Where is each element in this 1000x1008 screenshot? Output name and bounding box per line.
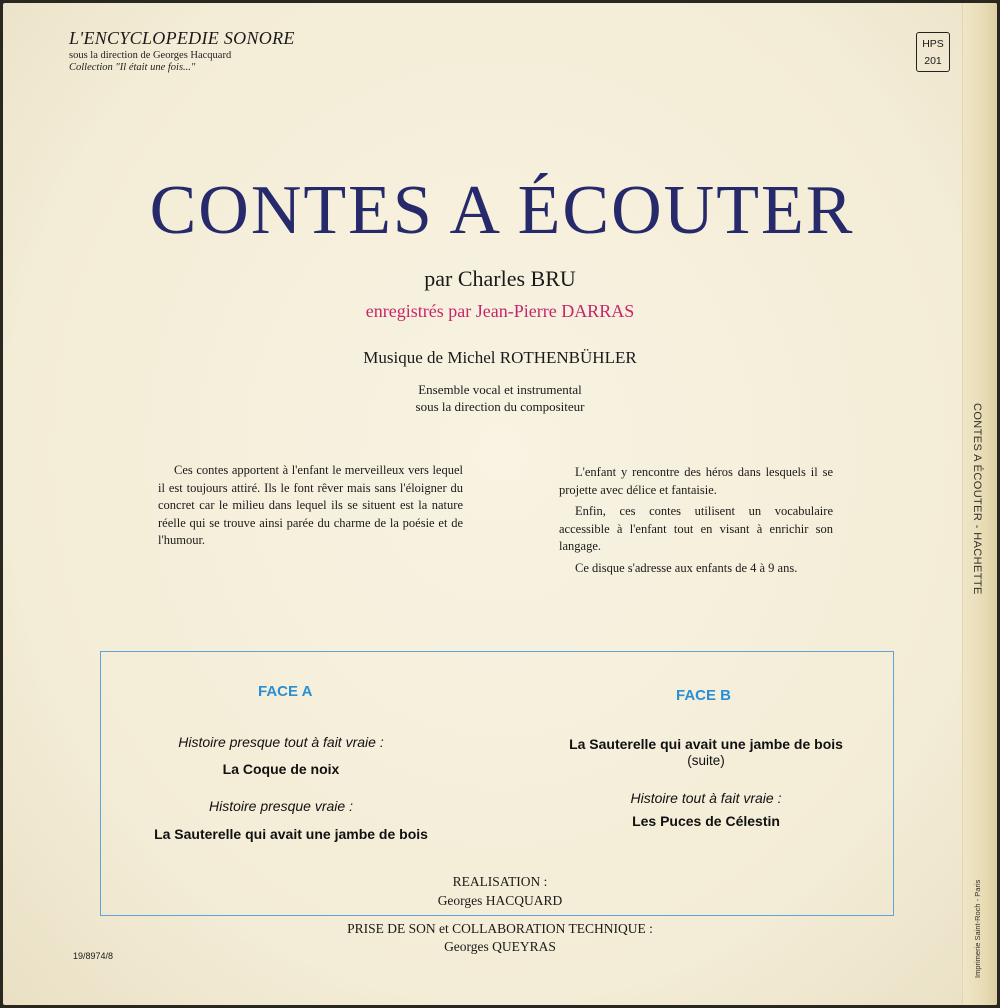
sound-credit-name: Georges QUEYRAS <box>444 939 556 954</box>
music-credit: Musique de Michel ROTHENBÜHLER <box>363 348 637 367</box>
realisation-name: Georges HACQUARD <box>437 893 563 908</box>
series-header <box>69 28 295 73</box>
face-b-track2-title: Les Puces de Célestin <box>632 813 780 829</box>
ensemble-line2: sous la direction du compositeur <box>415 399 585 414</box>
printer-credit: Imprimerie Saint-Roch - Paris <box>973 879 982 978</box>
author-line: par Charles BRU <box>424 266 576 291</box>
album-title: CONTES A ÉCOUTER <box>149 172 855 249</box>
face-a-track1-title: La Coque de noix <box>222 761 340 777</box>
series-collection: Collection "Il était une fois..." <box>69 62 196 73</box>
face-b-track1-title: La Sauterelle qui avait une jambe de bois <box>569 736 843 752</box>
record-sleeve-back <box>3 3 997 1005</box>
catalog-code-line2: 201 <box>924 55 942 67</box>
face-a-track1-intro: Histoire presque tout à fait vraie : <box>178 734 384 750</box>
face-a-track2-intro: Histoire presque vraie : <box>209 798 353 814</box>
ensemble-credit <box>3 381 997 415</box>
description-right-column <box>559 464 833 581</box>
face-b-track1-note: (suite) <box>687 753 725 768</box>
ensemble-line1: Ensemble vocal et instrumental <box>418 382 582 397</box>
spine-title: CONTES A ÉCOUTER - HACHETTE <box>971 403 983 595</box>
catalog-code-box <box>916 32 950 72</box>
description-paragraph: Enfin, ces contes utilisent un vocabulaire accessible à l'enfant tout en visant à enrichir son langage. <box>559 504 833 553</box>
face-b-label: FACE B <box>676 687 732 704</box>
face-a-track2-title: La Sauterelle qui avait une jambe de bois <box>154 826 428 842</box>
series-direction: sous la direction de Georges Hacquard <box>69 50 232 61</box>
description-paragraph: L'enfant y rencontre des héros dans lesquels il se projette avec délice et fantaisie. <box>559 465 833 497</box>
face-b-track2-intro: Histoire tout à fait vraie : <box>630 790 782 806</box>
face-a-label: FACE A <box>258 683 313 700</box>
description-paragraph: Ces contes apportent à l'enfant le merveilleux vers lequel il est toujours attiré. Ils le font rêver mais sans l'éloigner du concret car le milieu dans lequel ils se situent est la nature réelle qui se trouve ainsi parée du charme de la poésie et de l'humour. <box>158 463 463 547</box>
recorded-by-line: enregistrés par Jean-Pierre DARRAS <box>365 301 635 321</box>
catalog-number: 19/8974/8 <box>73 951 114 961</box>
realisation-label: REALISATION : <box>452 874 548 889</box>
description-paragraph: Ce disque s'adresse aux enfants de 4 à 9 ans. <box>575 560 798 575</box>
description-left-column <box>158 462 463 554</box>
series-title: L'ENCYCLOPEDIE SONORE <box>69 28 295 48</box>
catalog-code-line1: HPS <box>922 38 944 50</box>
sound-credit-label: PRISE DE SON et COLLABORATION TECHNIQUE : <box>347 921 653 936</box>
